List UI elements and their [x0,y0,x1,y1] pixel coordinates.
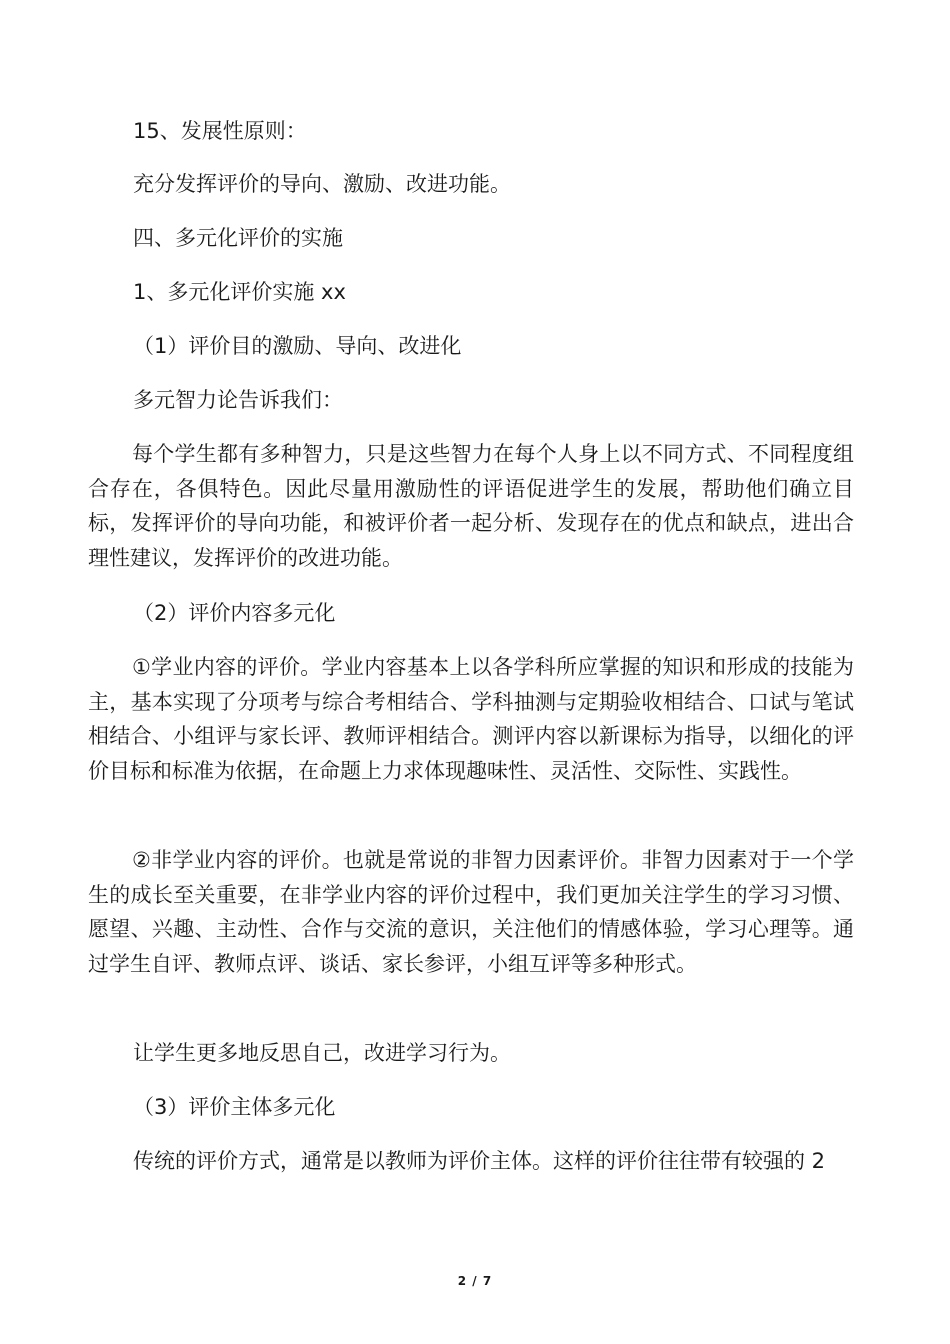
item-3-text: 传统的评价方式，通常是以教师为评价主体。这样的评价往往带有较强的 2 [133,1149,826,1173]
item-2-point-1-paragraph: ①学业内容的评价。学业内容基本上以各学科所应掌握的知识和形成的技能为主，基本实现了分项考与综合考相结合、学科抽测与定期验收相结合、口试与笔试相结合、小组评与家长评、教师评相结合。测评内容以新课标为指导，以细化的评价目标和标准为依据，在命题上力求体现趣味性、灵活性、交际性、实践性。 [88,655,854,783]
item-2-heading: （2）评价内容多元化 [133,601,336,625]
section-4-heading: 四、多元化评价的实施 [133,226,343,250]
principle-15-text: 充分发挥评价的导向、激励、改进功能。 [133,172,511,196]
page-number: 2 / 7 [457,1274,493,1288]
item-2-closing: 让学生更多地反思自己，改进学习行为。 [133,1041,511,1065]
subsection-1-heading: 1、多元化评价实施 xx [133,280,346,304]
principle-15-heading: 15、发展性原则： [133,119,307,143]
item-2-point-2-paragraph: ②非学业内容的评价。也就是常说的非智力因素评价。非智力因素对于一个学生的成长至关重要，在非学业内容的评价过程中，我们更加关注学生的学习习惯、愿望、兴趣、主动性、合作与交流的意识，关注他们的情感体验，学习心理等。通过学生自评、教师点评、谈话、家长参评，小组互评等多种形式。 [88,848,854,976]
item-3-heading: （3）评价主体多元化 [133,1095,336,1119]
item-1-intro: 多元智力论告诉我们： [133,388,343,412]
item-1-heading: （1）评价目的激励、导向、改进化 [133,334,462,358]
item-1-body-paragraph: 每个学生都有多种智力，只是这些智力在每个人身上以不同方式、不同程度组合存在，各俱特色。因此尽量用激励性的评语促进学生的发展，帮助他们确立目标，发挥评价的导向功能，和被评价者一起分析、发现存在的优点和缺点，进出合理性建议，发挥评价的改进功能。 [88,442,854,570]
